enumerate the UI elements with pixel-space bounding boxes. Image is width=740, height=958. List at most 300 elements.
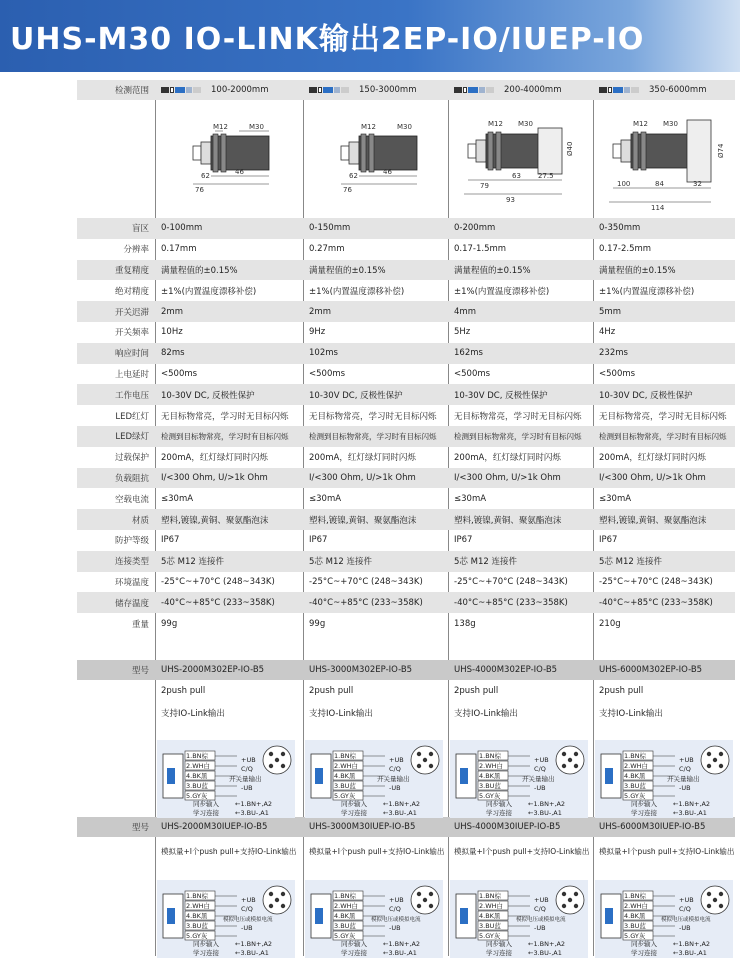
terminal-label: 开关量输出 xyxy=(522,775,555,783)
terminal-label: ←1.BN+,A2 xyxy=(673,940,711,948)
spec-value: 无目标物常亮，学习时无目标闪烁 xyxy=(454,411,582,422)
spec-value: -25°C~+70°C (248~343K) xyxy=(309,576,423,587)
spec-value: 99g xyxy=(309,618,326,629)
spec-row xyxy=(77,468,735,489)
spec-value: IP67 xyxy=(161,535,180,546)
terminal-label: C/Q xyxy=(241,905,253,913)
terminal-label: ←1.BN+,A2 xyxy=(383,940,421,948)
dim-label: M30 xyxy=(663,120,678,128)
terminal-label: 模拟电压或模拟电流 xyxy=(223,917,273,923)
spec-value: 0-200mm xyxy=(454,223,496,234)
spec-value: 5Hz xyxy=(454,327,471,338)
wire-label: 4.BK黑 xyxy=(334,912,356,920)
terminal-label: 同步输入 xyxy=(631,940,657,948)
spec-value: 检测到目标物常亮，学习时有目标闪烁 xyxy=(161,431,289,441)
spec-value: 10-30V DC, 反极性保护 xyxy=(161,390,255,401)
spec-value: 5芯 M12 连接件 xyxy=(161,557,224,568)
spec-value: 检测到目标物常亮，学习时有目标闪烁 xyxy=(454,431,582,441)
probe-icon xyxy=(309,86,349,94)
dim-label: 27.5 xyxy=(538,172,554,180)
spec-value: 2mm xyxy=(161,306,183,317)
wire-label: 2.WH白 xyxy=(479,902,504,910)
spec-row xyxy=(77,280,735,301)
range-value: 200-4000mm xyxy=(504,85,562,95)
spec-value: 满量程值的±0.15% xyxy=(599,265,676,276)
spec-value: I/<300 Ohm, U/>1k Ohm xyxy=(454,472,561,483)
spec-value: 99g xyxy=(161,618,178,629)
wire-label: 1.BN棕 xyxy=(334,752,357,760)
terminal-label: +UB xyxy=(534,896,549,904)
terminal-label: ←3.BU-,A1 xyxy=(383,809,417,817)
spec-row xyxy=(77,239,735,260)
spec-value: 10-30V DC, 反极性保护 xyxy=(309,390,403,401)
probe-icon xyxy=(454,86,494,94)
terminal-label: ←3.BU-,A1 xyxy=(528,809,562,817)
spec-value: 检测到目标物常亮，学习时有目标闪烁 xyxy=(599,431,727,441)
terminal-label: -UB xyxy=(389,924,401,932)
dim-label: 62 xyxy=(349,172,358,180)
terminal-label: ←3.BU-,A1 xyxy=(383,949,417,957)
spec-value: -40°C~+85°C (233~358K) xyxy=(161,597,275,608)
terminal-label: ←1.BN+,A2 xyxy=(235,800,273,808)
dimension-drawing xyxy=(593,102,735,216)
terminal-label: ←1.BN+,A2 xyxy=(673,800,711,808)
page-title: UHS-M30 IO-LINK输出2EP-IO/IUEP-IO xyxy=(10,22,645,57)
spec-value: 4mm xyxy=(454,306,476,317)
terminal-label: -UB xyxy=(389,784,401,792)
terminal-label: 同步输入 xyxy=(341,940,367,948)
model-number: UHS-3000M302EP-IO-B5 xyxy=(309,665,413,675)
terminal-label: +UB xyxy=(679,896,694,904)
spec-value: 塑料,镀镍,黄铜、聚氨酯泡沫 xyxy=(161,515,269,526)
spec-value: 0.17mm xyxy=(161,244,197,255)
wire-label: 4.BK黑 xyxy=(334,772,356,780)
row-label: 检测范围 xyxy=(114,86,149,96)
wiring-diagram xyxy=(305,740,443,818)
spec-value: IP67 xyxy=(309,535,328,546)
model-number: UHS-4000M302EP-IO-B5 xyxy=(454,665,558,675)
wire-label: 5.GY灰 xyxy=(479,792,501,800)
spec-value: 5芯 M12 连接件 xyxy=(309,557,372,568)
terminal-label: +UB xyxy=(679,756,694,764)
spec-value: 0.17-2.5mm xyxy=(599,244,652,255)
terminal-label: C/Q xyxy=(679,765,691,773)
spec-value: <500ms xyxy=(599,368,636,379)
wire-label: 1.BN棕 xyxy=(334,892,357,900)
spec-row xyxy=(77,592,735,613)
spec-value: 无目标物常亮，学习时无目标闪烁 xyxy=(309,411,437,422)
terminal-label: C/Q xyxy=(389,905,401,913)
terminal-label: +UB xyxy=(389,896,404,904)
title-banner xyxy=(0,0,740,72)
output-description: 支持IO-Link输出 xyxy=(161,709,225,719)
terminal-label: C/Q xyxy=(534,905,546,913)
spec-value: 0-100mm xyxy=(161,223,203,234)
spec-value: 138g xyxy=(454,618,476,629)
spec-label: 盲区 xyxy=(131,224,149,235)
dim-label: M12 xyxy=(633,120,648,128)
spec-label: 空载电流 xyxy=(114,494,149,505)
dim-label: 63 xyxy=(512,172,521,180)
spec-label: 绝对精度 xyxy=(114,286,149,297)
wiring-diagram xyxy=(595,740,733,818)
spec-value: 塑料,镀镍,黄铜、聚氨酯泡沫 xyxy=(599,515,707,526)
wiring-diagram xyxy=(595,880,733,958)
terminal-label: 学习连接 xyxy=(631,949,657,957)
range-cell xyxy=(448,80,593,100)
model-number: UHS-2000M30IUEP-IO-B5 xyxy=(161,822,268,832)
spec-row xyxy=(77,322,735,343)
output-description: 2push pull xyxy=(309,686,354,696)
spec-value: ±1%(内置温度漂移补偿) xyxy=(454,286,550,297)
spec-value: 塑料,镀镍,黄铜、聚氨酯泡沫 xyxy=(309,515,417,526)
terminal-label: -UB xyxy=(241,924,253,932)
terminal-label: +UB xyxy=(534,756,549,764)
probe-icon xyxy=(599,86,639,94)
wire-label: 3.BU蓝 xyxy=(334,922,356,930)
wire-label: 4.BK黑 xyxy=(624,912,646,920)
wire-label: 3.BU蓝 xyxy=(624,922,646,930)
terminal-label: 学习连接 xyxy=(631,809,657,817)
terminal-label: 学习连接 xyxy=(193,949,219,957)
spec-value: 满量程值的±0.15% xyxy=(309,265,386,276)
spec-row xyxy=(77,364,735,385)
terminal-label: -UB xyxy=(241,784,253,792)
spec-value: 9Hz xyxy=(309,327,326,338)
spec-row xyxy=(77,384,735,405)
spec-value: IP67 xyxy=(454,535,473,546)
spec-label: LED红灯 xyxy=(115,411,149,422)
wire-label: 3.BU蓝 xyxy=(479,922,501,930)
terminal-label: 学习连接 xyxy=(486,949,512,957)
dimension-drawing xyxy=(303,102,448,216)
terminal-label: C/Q xyxy=(679,905,691,913)
terminal-label: C/Q xyxy=(241,765,253,773)
spec-label: 开关频率 xyxy=(114,328,149,339)
dimension-drawing xyxy=(155,102,303,216)
spec-label: 负载阻抗 xyxy=(114,473,149,484)
terminal-label: +UB xyxy=(241,896,256,904)
spec-label: 开关迟滞 xyxy=(114,307,149,318)
dimension-drawing xyxy=(448,102,593,216)
dim-label: M30 xyxy=(518,120,533,128)
terminal-label: ←1.BN+,A2 xyxy=(528,800,566,808)
terminal-label: 学习连接 xyxy=(341,809,367,817)
spec-row xyxy=(77,488,735,509)
spec-label: 环境温度 xyxy=(114,577,149,588)
spec-value: -25°C~+70°C (248~343K) xyxy=(599,576,713,587)
spec-label: 储存温度 xyxy=(114,598,149,609)
terminal-label: ←3.BU-,A1 xyxy=(673,949,707,957)
spec-value: 5芯 M12 连接件 xyxy=(454,557,517,568)
terminal-label: ←3.BU-,A1 xyxy=(235,949,269,957)
model-number: UHS-4000M30IUEP-IO-B5 xyxy=(454,822,561,832)
spec-row xyxy=(77,509,735,530)
spec-value: -40°C~+85°C (233~358K) xyxy=(599,597,713,608)
terminal-label: ←3.BU-,A1 xyxy=(673,809,707,817)
spec-value: 82ms xyxy=(161,348,185,359)
terminal-label: 开关量输出 xyxy=(667,775,700,783)
terminal-label: 模拟电压或模拟电流 xyxy=(661,917,711,923)
dim-label: 76 xyxy=(343,186,352,194)
spec-value: 162ms xyxy=(454,348,483,359)
terminal-label: 开关量输出 xyxy=(229,775,262,783)
spec-value: I/<300 Ohm, U/>1k Ohm xyxy=(161,472,268,483)
wire-label: 5.GY灰 xyxy=(624,932,646,940)
terminal-label: C/Q xyxy=(534,765,546,773)
wire-label: 2.WH白 xyxy=(624,902,649,910)
wire-label: 2.WH白 xyxy=(186,762,211,770)
spec-value: 200mA，红灯绿灯同时闪烁 xyxy=(454,453,561,464)
terminal-label: -UB xyxy=(679,784,691,792)
wire-label: 1.BN棕 xyxy=(186,752,209,760)
wire-label: 5.GY灰 xyxy=(186,932,208,940)
probe-icon xyxy=(161,86,201,94)
output-description: 支持IO-Link输出 xyxy=(599,709,663,719)
spec-value: 0.27mm xyxy=(309,244,345,255)
wire-label: 3.BU蓝 xyxy=(624,782,646,790)
dim-label: 46 xyxy=(383,168,392,176)
wiring-diagram xyxy=(450,740,588,818)
model-row xyxy=(77,817,735,837)
terminal-label: 同步输入 xyxy=(486,800,512,808)
wire-label: 4.BK黑 xyxy=(186,772,208,780)
spec-value: ±1%(内置温度漂移补偿) xyxy=(309,286,405,297)
spec-value: ≤30mA xyxy=(161,493,194,504)
spec-value: 无目标物常亮，学习时无目标闪烁 xyxy=(599,411,727,422)
spec-value: -25°C~+70°C (248~343K) xyxy=(454,576,568,587)
spec-value: ≤30mA xyxy=(599,493,632,504)
model-number: UHS-6000M30IUEP-IO-B5 xyxy=(599,822,706,832)
spec-row xyxy=(77,260,735,281)
model-label: 型号 xyxy=(131,823,149,833)
wire-label: 5.GY灰 xyxy=(624,792,646,800)
output-description: 2push pull xyxy=(599,686,644,696)
dim-label: 100 xyxy=(617,180,631,188)
wire-label: 3.BU蓝 xyxy=(479,782,501,790)
wire-label: 1.BN棕 xyxy=(624,752,647,760)
wire-label: 4.BK黑 xyxy=(186,912,208,920)
range-value: 350-6000mm xyxy=(649,85,707,95)
spec-value: 232ms xyxy=(599,348,628,359)
spec-value: 0-150mm xyxy=(309,223,351,234)
spec-label: 重量 xyxy=(131,619,149,630)
wire-label: 3.BU蓝 xyxy=(334,782,356,790)
spec-value: ±1%(内置温度漂移补偿) xyxy=(599,286,695,297)
terminal-label: ←3.BU-,A1 xyxy=(235,809,269,817)
dim-label: 62 xyxy=(201,172,210,180)
spec-label: 材质 xyxy=(131,515,149,526)
dimension-drawings-row xyxy=(77,102,735,216)
dim-label: M12 xyxy=(361,123,376,131)
terminal-label: ←1.BN+,A2 xyxy=(528,940,566,948)
wire-label: 2.WH白 xyxy=(624,762,649,770)
output-description: 模拟量+I个push pull+支持IO-Link输出 xyxy=(161,847,297,856)
dim-label: Ø40 xyxy=(566,141,574,156)
wiring-diagram xyxy=(450,880,588,958)
spec-value: 5芯 M12 连接件 xyxy=(599,557,662,568)
spec-value: 检测到目标物常亮，学习时有目标闪烁 xyxy=(309,431,437,441)
spec-value: 10-30V DC, 反极性保护 xyxy=(599,390,693,401)
wire-label: 2.WH白 xyxy=(479,762,504,770)
wire-label: 5.GY灰 xyxy=(186,792,208,800)
terminal-label: 模拟电压或模拟电流 xyxy=(371,917,421,923)
dim-label: M30 xyxy=(249,123,264,131)
dim-label: 93 xyxy=(506,196,515,204)
spec-value: 200mA，红灯绿灯同时闪烁 xyxy=(161,453,268,464)
model-number: UHS-3000M30IUEP-IO-B5 xyxy=(309,822,416,832)
model-number: UHS-2000M302EP-IO-B5 xyxy=(161,665,265,675)
wire-label: 1.BN棕 xyxy=(479,752,502,760)
terminal-label: 同步输入 xyxy=(193,940,219,948)
wire-label: 2.WH白 xyxy=(186,902,211,910)
terminal-label: +UB xyxy=(241,756,256,764)
dim-label: 114 xyxy=(651,204,665,212)
spec-value: <500ms xyxy=(454,368,491,379)
spec-value: 4Hz xyxy=(599,327,616,338)
model-label: 型号 xyxy=(131,666,149,676)
dim-label: Ø74 xyxy=(717,143,725,158)
dim-label: M12 xyxy=(488,120,503,128)
wiring-diagram xyxy=(157,740,295,818)
wire-label: 4.BK黑 xyxy=(624,772,646,780)
spec-value: 无目标物常亮，学习时无目标闪烁 xyxy=(161,411,289,422)
spec-value: <500ms xyxy=(309,368,346,379)
spec-value: 102ms xyxy=(309,348,338,359)
spec-label: 连接类型 xyxy=(114,557,149,568)
spec-label: 过载保护 xyxy=(114,453,149,464)
terminal-label: 同步输入 xyxy=(631,800,657,808)
spec-label: 防护等级 xyxy=(114,536,149,547)
wiring-diagram xyxy=(305,880,443,958)
spec-value: 210g xyxy=(599,618,621,629)
terminal-label: +UB xyxy=(389,756,404,764)
terminal-label: 模拟电压或模拟电流 xyxy=(516,917,566,923)
output-description: 模拟量+I个push pull+支持IO-Link输出 xyxy=(309,847,445,856)
spec-label: 工作电压 xyxy=(114,390,149,401)
spec-row xyxy=(77,572,735,593)
output-description: 模拟量+I个push pull+支持IO-Link输出 xyxy=(599,847,735,856)
terminal-label: 学习连接 xyxy=(193,809,219,817)
terminal-label: 开关量输出 xyxy=(377,775,410,783)
terminal-label: C/Q xyxy=(389,765,401,773)
wire-label: 5.GY灰 xyxy=(334,932,356,940)
spec-row xyxy=(77,447,735,468)
spec-value: -25°C~+70°C (248~343K) xyxy=(161,576,275,587)
wire-label: 2.WH白 xyxy=(334,762,359,770)
spec-value: 5mm xyxy=(599,306,621,317)
range-value: 100-2000mm xyxy=(211,85,269,95)
spec-value: I/<300 Ohm, U/>1k Ohm xyxy=(599,472,706,483)
output-description: 2push pull xyxy=(161,686,206,696)
spec-value: 10Hz xyxy=(161,327,183,338)
terminal-label: 同步输入 xyxy=(486,940,512,948)
terminal-label: ←1.BN+,A2 xyxy=(235,940,273,948)
spec-value: <500ms xyxy=(161,368,198,379)
terminal-label: 学习连接 xyxy=(341,949,367,957)
spec-label: 重复精度 xyxy=(114,265,149,276)
spec-value: 2mm xyxy=(309,306,331,317)
spec-value: ±1%(内置温度漂移补偿) xyxy=(161,286,257,297)
terminal-label: 学习连接 xyxy=(486,809,512,817)
spec-value: 0.17-1.5mm xyxy=(454,244,507,255)
wiring-diagram xyxy=(157,880,295,958)
output-description: 支持IO-Link输出 xyxy=(454,709,518,719)
dim-label: M12 xyxy=(213,123,228,131)
terminal-label: -UB xyxy=(679,924,691,932)
spec-row xyxy=(77,301,735,322)
spec-value: I/<300 Ohm, U/>1k Ohm xyxy=(309,472,416,483)
wire-label: 4.BK黑 xyxy=(479,772,501,780)
wire-label: 3.BU蓝 xyxy=(186,922,208,930)
spec-label: 分辨率 xyxy=(123,245,149,256)
dim-label: 84 xyxy=(655,180,664,188)
range-row xyxy=(77,80,735,100)
spec-label: LED绿灯 xyxy=(115,432,149,443)
terminal-label: 同步输入 xyxy=(341,800,367,808)
terminal-label: -UB xyxy=(534,924,546,932)
spec-value: 塑料,镀镍,黄铜、聚氨酯泡沫 xyxy=(454,515,562,526)
spec-value: 200mA，红灯绿灯同时闪烁 xyxy=(309,453,416,464)
model-number: UHS-6000M302EP-IO-B5 xyxy=(599,665,703,675)
spec-value: 满量程值的±0.15% xyxy=(161,265,238,276)
spec-row xyxy=(77,551,735,572)
wire-label: 4.BK黑 xyxy=(479,912,501,920)
spec-value: ≤30mA xyxy=(454,493,487,504)
terminal-label: 同步输入 xyxy=(193,800,219,808)
dim-label: 46 xyxy=(235,168,244,176)
wire-label: 5.GY灰 xyxy=(479,932,501,940)
dim-label: 76 xyxy=(195,186,204,194)
wire-label: 1.BN棕 xyxy=(624,892,647,900)
terminal-label: ←1.BN+,A2 xyxy=(383,800,421,808)
range-value: 150-3000mm xyxy=(359,85,417,95)
spec-value: 满量程值的±0.15% xyxy=(454,265,531,276)
spec-row xyxy=(77,343,735,364)
spec-row xyxy=(77,405,735,426)
dim-label: M30 xyxy=(397,123,412,131)
spec-value: -40°C~+85°C (233~358K) xyxy=(309,597,423,608)
output-description: 支持IO-Link输出 xyxy=(309,709,373,719)
spec-label: 上电延时 xyxy=(114,369,149,380)
dim-label: 79 xyxy=(480,182,489,190)
wire-label: 1.BN棕 xyxy=(479,892,502,900)
spec-label: 响应时间 xyxy=(114,349,149,360)
range-cell xyxy=(155,80,303,100)
output-description: 模拟量+I个push pull+支持IO-Link输出 xyxy=(454,847,590,856)
wire-label: 2.WH白 xyxy=(334,902,359,910)
spec-value: 200mA，红灯绿灯同时闪烁 xyxy=(599,453,706,464)
spec-row xyxy=(77,613,735,634)
output-description: 2push pull xyxy=(454,686,499,696)
wire-label: 1.BN棕 xyxy=(186,892,209,900)
spec-row xyxy=(77,530,735,551)
terminal-label: -UB xyxy=(534,784,546,792)
model-row xyxy=(77,660,735,680)
range-cell xyxy=(303,80,448,100)
range-cell xyxy=(593,80,735,100)
spec-value: 10-30V DC, 反极性保护 xyxy=(454,390,548,401)
spec-value: -40°C~+85°C (233~358K) xyxy=(454,597,568,608)
wire-label: 5.GY灰 xyxy=(334,792,356,800)
dim-label: 32 xyxy=(693,180,702,188)
wire-label: 3.BU蓝 xyxy=(186,782,208,790)
spec-row xyxy=(77,218,735,239)
spec-value: IP67 xyxy=(599,535,618,546)
spec-value: 0-350mm xyxy=(599,223,641,234)
spec-value: ≤30mA xyxy=(309,493,342,504)
spec-row xyxy=(77,426,735,447)
